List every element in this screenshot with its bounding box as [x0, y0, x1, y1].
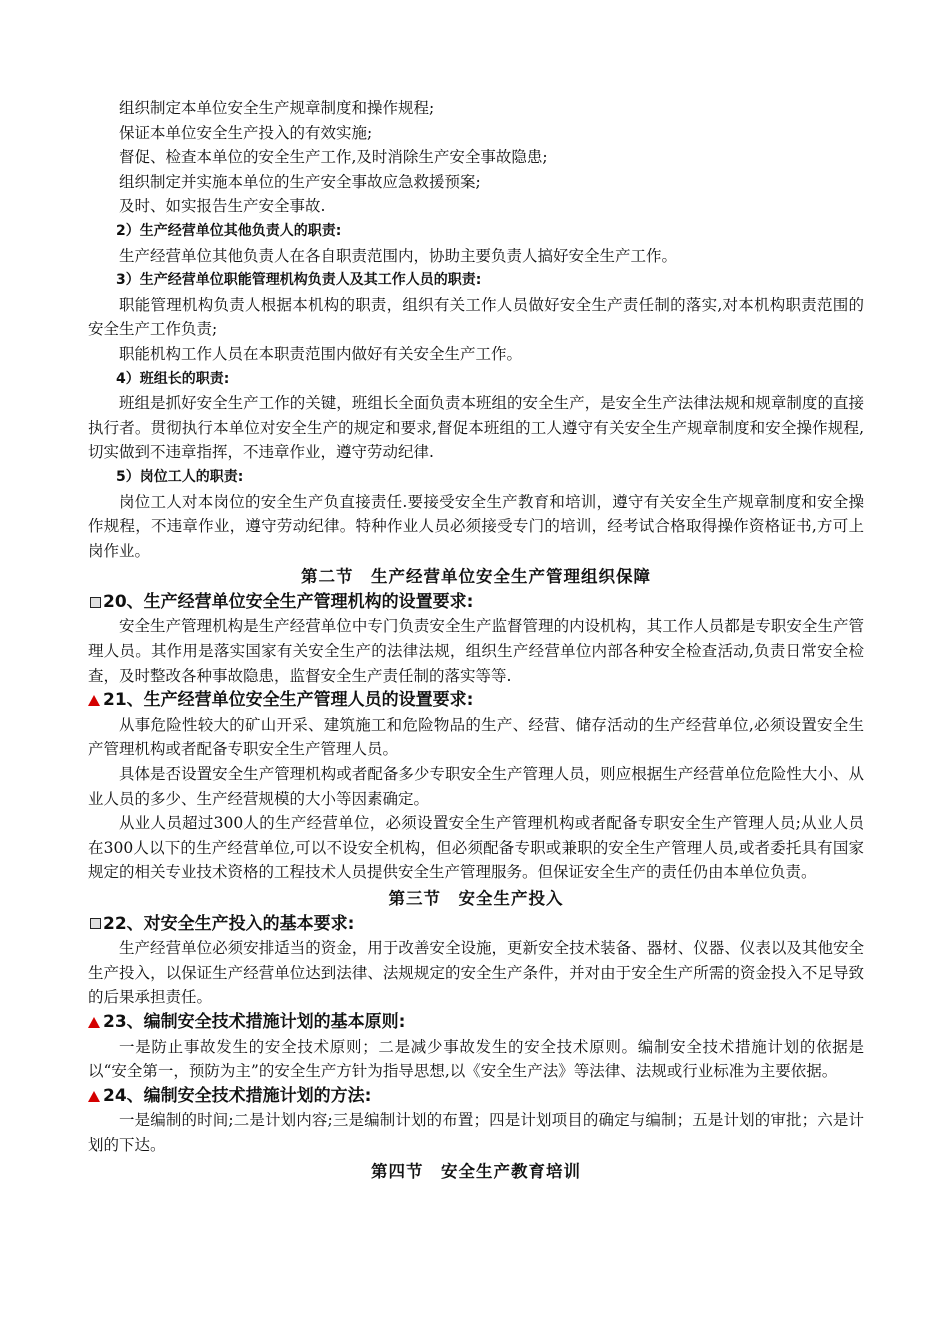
paragraph: 职能机构工作人员在本职责范围内做好有关安全生产工作。: [119, 344, 523, 363]
subheading: 4）班组长的职责:: [116, 370, 230, 387]
item-heading-text: 24、编制安全技术措施计划的方法:: [103, 1085, 372, 1106]
item-heading-text: 23、编制安全技术措施计划的基本原则:: [103, 1011, 406, 1032]
paragraph: 一是防止事故发生的安全技术原则；二是减少事故发生的安全技术原则。编制安全技术措施计划的依据是以“安全第一，预防为主”的安全生产方针为指导思想,以《安全生产法》等法律、法规或行业标准为主要依据。: [88, 1037, 864, 1081]
paragraph: 从业人员超过300人的生产经营单位，必须设置安全生产管理机构或者配备专职安全生产管理人员;从业人员在300人以下的生产经营单位,可以不设安全机构，但必须配备专职或兼职的安全生产管理人员,或者委托具有国家规定的相关专业技术资格的工程技术人员提供安全生产管理服务。但保证安全生产的责任仍由本单位负责。: [88, 814, 864, 882]
red-triangle-icon: [88, 695, 100, 706]
subheading: 5）岗位工人的职责:: [116, 468, 244, 485]
red-triangle-icon: [88, 1017, 100, 1028]
subheading: 2）生产经营单位其他负责人的职责:: [116, 222, 342, 239]
item-heading: [88, 1084, 864, 1109]
item-heading-text: 22、对安全生产投入的基本要求:: [103, 913, 355, 934]
paragraph: 职能管理机构负责人根据本机构的职责，组织有关工作人员做好安全生产责任制的落实,对本机构职责范围的安全生产工作负责;: [88, 295, 864, 339]
paragraph: 班组是抓好安全生产工作的关键，班组长全面负责本班组的安全生产，是安全生产法律法规和规章制度的直接执行者。贯彻执行本单位对安全生产的规定和要求,督促本班组的工人遵守有关安全生产规章制度和安全操作规程,切实做到不违章指挥，不违章作业，遵守劳动纪律.: [88, 394, 864, 462]
section-title: 第二节 生产经营单位安全生产管理组织保障: [301, 567, 651, 587]
item-heading: [88, 688, 864, 713]
paragraph: 安全生产管理机构是生产经营单位中专门负责安全生产监督管理的内设机构，其工作人员都是专职安全生产管理人员。其作用是落实国家有关安全生产的法律法规，组织生产经营单位内部各种安全检查活动,负责日常安全检查，及时整改各种事故隐患，监督安全生产责任制的落实等等.: [88, 617, 864, 685]
paragraph: 保证本单位安全生产投入的有效实施;: [119, 123, 373, 142]
item-heading: [88, 1010, 864, 1035]
item-heading: [88, 590, 864, 615]
subheading: 3）生产经营单位职能管理机构负责人及其工作人员的职责:: [116, 272, 482, 289]
item-heading: [88, 912, 864, 937]
checkbox-square-icon: [90, 597, 101, 608]
section-title: 第四节 安全生产教育培训: [371, 1161, 581, 1181]
item-heading-text: 21、生产经营单位安全生产管理人员的设置要求:: [103, 690, 474, 711]
paragraph: 具体是否设置安全生产管理机构或者配备多少专职安全生产管理人员，则应根据生产经营单位危险性大小、从业人员的多少、生产经营规模的大小等因素确定。: [88, 765, 864, 808]
paragraph: 组织制定并实施本单位的生产安全事故应急救援预案;: [119, 172, 481, 191]
item-heading-text: 20、生产经营单位安全生产管理机构的设置要求:: [103, 591, 474, 612]
paragraph: 从事危险性较大的矿山开采、建筑施工和危险物品的生产、经营、储存活动的生产经营单位,必须设置安全生产管理机构或者配备专职安全生产管理人员。: [88, 715, 864, 759]
paragraph: 生产经营单位必须安排适当的资金，用于改善安全设施，更新安全技术装备、器材、仪器、仪表以及其他安全生产投入，以保证生产经营单位达到法律、法规规定的安全生产条件，并对由于安全生产所需的资金投入不足导致的后果承担责任。: [88, 939, 864, 1007]
section-title: 第三节 安全生产投入: [388, 889, 564, 908]
paragraph: 一是编制的时间;二是计划内容;三是编制计划的布置；四是计划项目的确定与编制；五是计划的审批；六是计划的下达。: [88, 1111, 864, 1154]
paragraph: 生产经营单位其他负责人在各自职责范围内，协助主要负责人搞好安全生产工作。: [119, 246, 678, 265]
paragraph: 及时、如实报告生产安全事故.: [119, 197, 326, 216]
red-triangle-icon: [88, 1091, 100, 1102]
paragraph: 岗位工人对本岗位的安全生产负直接责任.要接受安全生产教育和培训，遵守有关安全生产规章制度和安全操作规程，不违章作业，遵守劳动纪律。特种作业人员必须接受专门的培训，经考试合格取得操作资格证书,方可上岗作业。: [88, 492, 864, 560]
checkbox-square-icon: [90, 918, 101, 929]
document-page: [88, 96, 864, 1184]
paragraph: 组织制定本单位安全生产规章制度和操作规程;: [119, 99, 435, 117]
paragraph: 督促、检查本单位的安全生产工作,及时消除生产安全事故隐患;: [119, 148, 548, 167]
